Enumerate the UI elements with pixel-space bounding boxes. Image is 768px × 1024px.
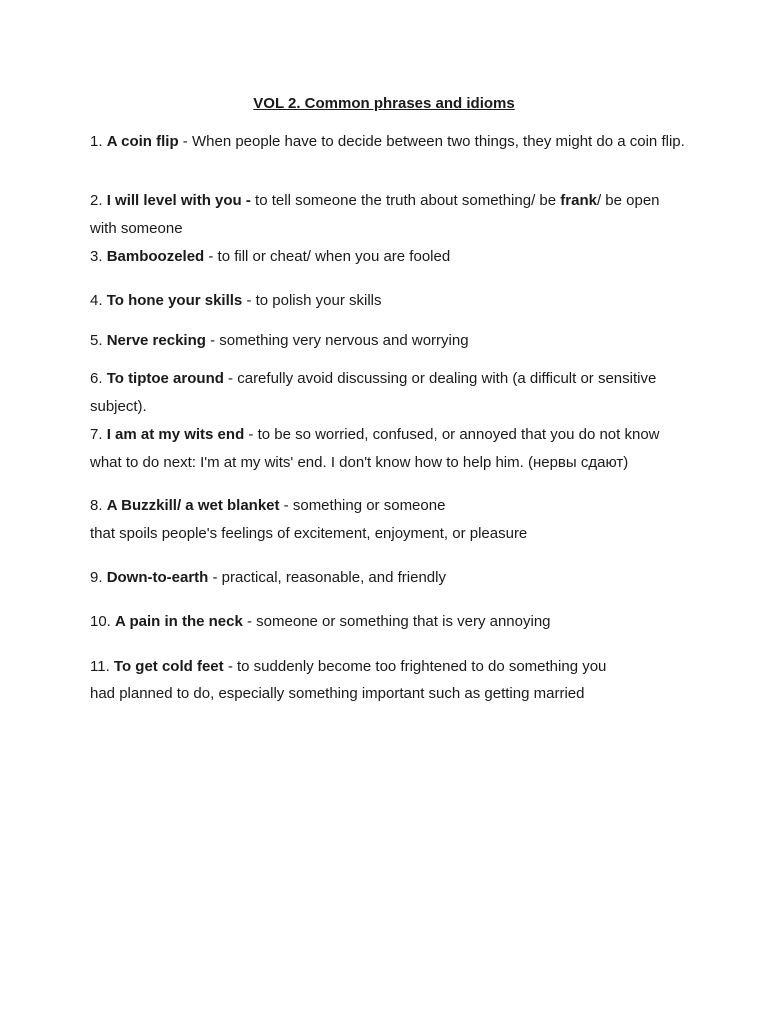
idiom-definition-cont: / be open — [596, 192, 660, 209]
idiom-definition: - something very nervous and worrying — [205, 332, 469, 349]
idiom-entry-6 — [90, 365, 690, 421]
document-title: VOL 2. Common phrases and idioms — [253, 95, 515, 112]
entry-number: 4. — [90, 292, 103, 309]
idiom-entry-4 — [90, 290, 690, 312]
idiom-entry-7 — [90, 421, 690, 477]
idiom-term: Nerve recking — [106, 332, 206, 349]
entry-number: 7. — [90, 426, 103, 443]
idiom-definition: - someone or something that is very annoying — [242, 613, 551, 630]
idiom-term: A pain in the neck — [115, 613, 243, 630]
idiom-term: Bamboozeled — [106, 248, 205, 265]
emphasized-word: frank — [560, 192, 597, 209]
idiom-entry-9 — [90, 567, 690, 589]
idiom-definition-line2: had planned to do, especially something important such as getting married — [90, 685, 585, 702]
entry-number: 1. — [90, 133, 103, 150]
idiom-definition: - to fill or cheat/ when you are fooled — [204, 248, 451, 265]
idiom-definition-line2: what to do next: I'm at my wits' end. I don't know how to help him. (нервы сдают) — [90, 454, 629, 471]
entry-number: 11. — [90, 658, 110, 675]
idiom-definition-line2: subject). — [90, 398, 147, 415]
idiom-entry-3 — [90, 246, 690, 268]
idiom-term: I will level with you - — [106, 192, 251, 209]
entry-number: 8. — [90, 497, 103, 514]
idiom-entry-10 — [90, 611, 690, 633]
idiom-definition: - When people have to decide between two things, they might do a coin flip. — [178, 133, 685, 150]
idiom-term: To hone your skills — [106, 292, 243, 309]
entry-number: 10. — [90, 613, 111, 630]
idiom-definition: - to polish your skills — [242, 292, 382, 309]
idiom-definition: - to be so worried, confused, or annoyed that you do not know — [244, 426, 660, 443]
idiom-entry-1 — [90, 131, 690, 153]
idiom-term: To get cold feet — [113, 658, 224, 675]
idiom-definition-line2: that spoils people's feelings of excitement, enjoyment, or pleasure — [90, 525, 528, 542]
idiom-definition: - to suddenly become too frightened to do something you — [223, 658, 607, 675]
idiom-entry-8 — [90, 492, 690, 548]
entry-number: 6. — [90, 370, 103, 387]
idiom-term: A coin flip — [106, 133, 179, 150]
entry-number: 3. — [90, 248, 103, 265]
entry-number: 5. — [90, 332, 103, 349]
idiom-term: Down-to-earth — [106, 569, 209, 586]
idiom-definition: - carefully avoid discussing or dealing with (a difficult or sensitive — [223, 370, 657, 387]
idiom-entry-2 — [90, 187, 690, 243]
entry-number: 9. — [90, 569, 103, 586]
idiom-term: A Buzzkill/ a wet blanket — [106, 497, 280, 514]
idiom-term: To tiptoe around — [106, 370, 224, 387]
idiom-definition: - practical, reasonable, and friendly — [208, 569, 446, 586]
idiom-entry-5 — [90, 330, 690, 352]
idiom-definition-line2: with someone — [90, 220, 183, 237]
idiom-term: I am at my wits end — [106, 426, 245, 443]
idiom-entry-11 — [90, 656, 690, 710]
entry-number: 2. — [90, 192, 103, 209]
idiom-definition: to tell someone the truth about something/ be — [250, 192, 561, 209]
idiom-definition: - something or someone — [279, 497, 446, 514]
